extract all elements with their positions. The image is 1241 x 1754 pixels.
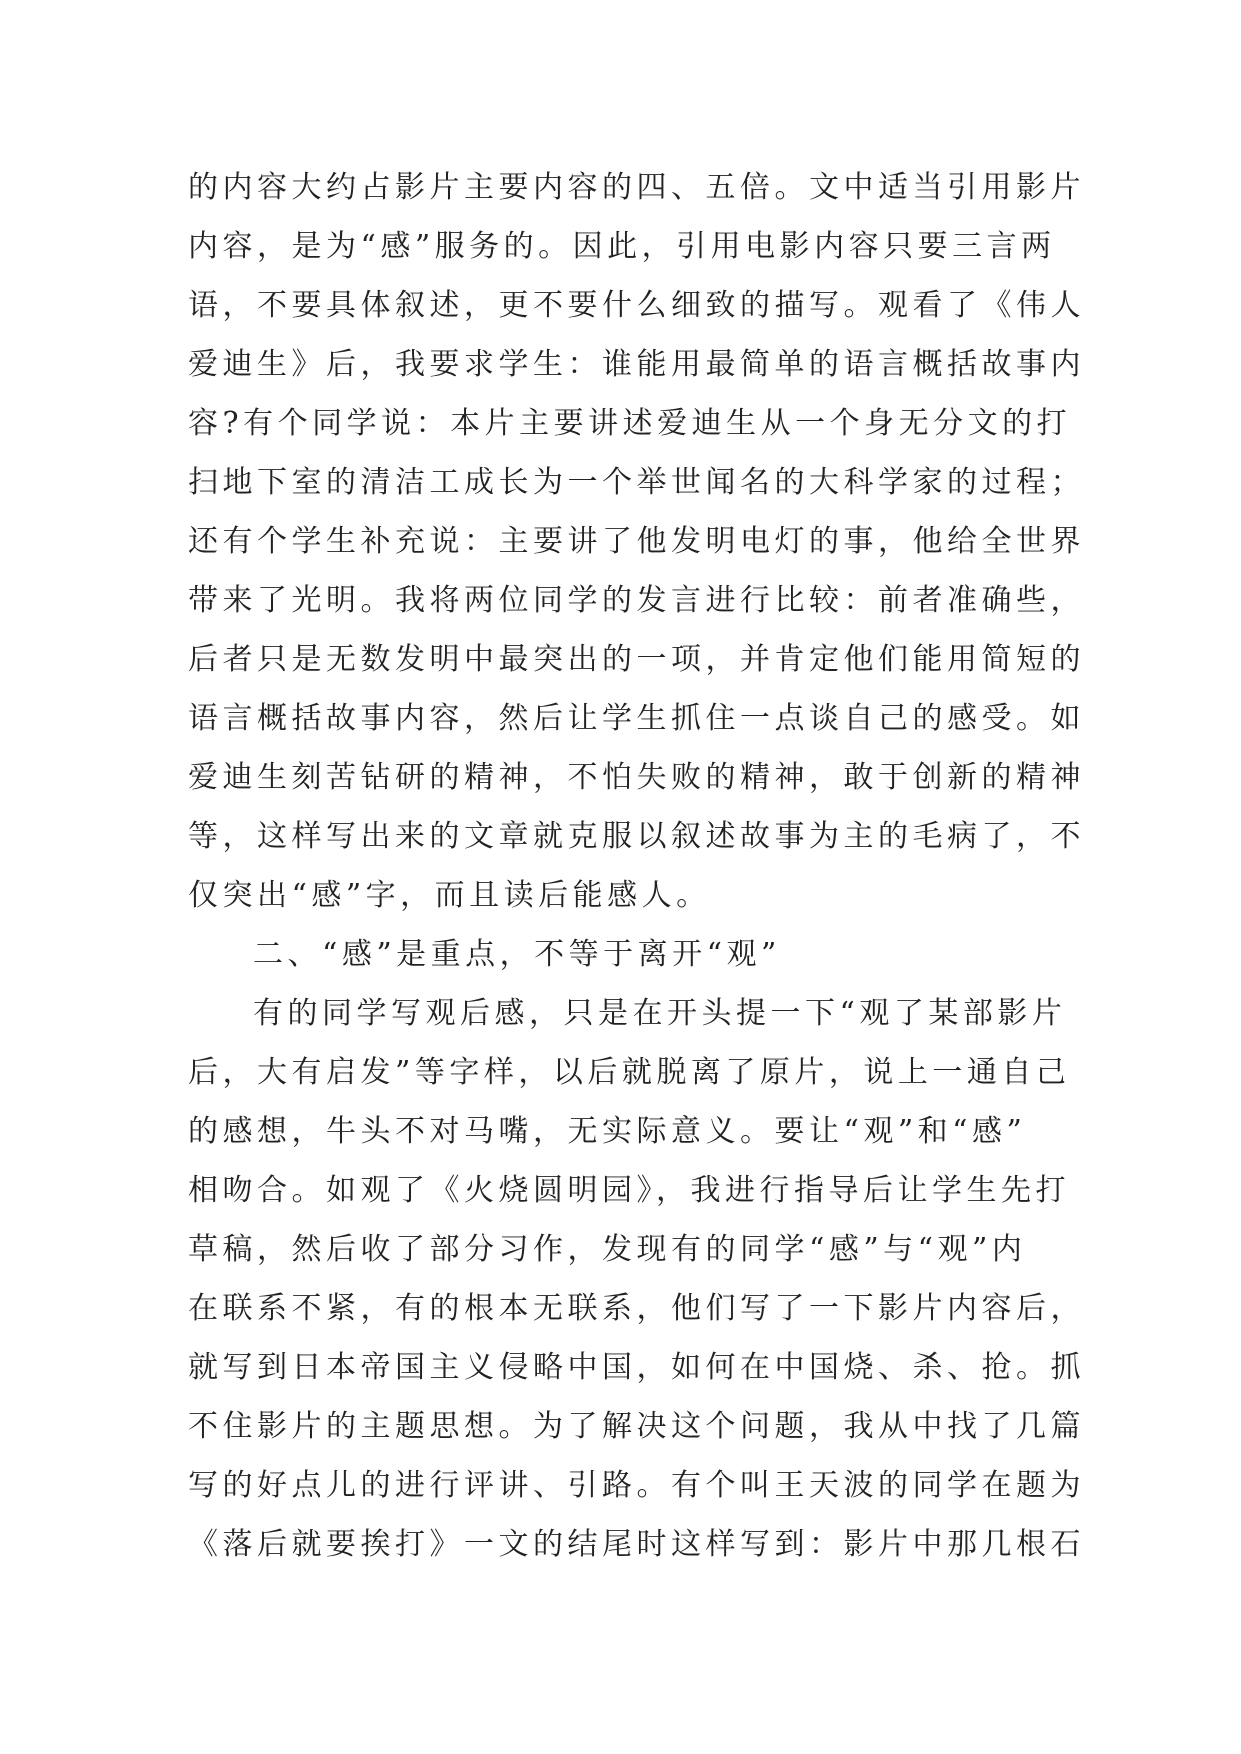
- text-line: 《落后就要挨打》一文的结尾时这样写到：影片中那几根石: [188, 1527, 1085, 1562]
- text-line: 就写到日本帝国主义侵略中国，如何在中国烧、杀、抢。抓: [188, 1350, 1085, 1385]
- text-line: 带来了光明。我将两位同学的发言进行比较：前者准确些，: [188, 583, 1085, 618]
- text-line: 爱迪生》后，我要求学生：谁能用最简单的语言概括故事内: [188, 347, 1085, 382]
- text-line: 不住影片的主题思想。为了解决这个问题，我从中找了几篇: [188, 1409, 1085, 1444]
- text-line: 仅突出“感”字，而且读后能感人。: [188, 878, 711, 913]
- text-line: 语，不要具体叙述，更不要什么细致的描写。观看了《伟人: [188, 288, 1085, 323]
- text-line: 相吻合。如观了《火烧圆明园》，我进行指导后让学生先打: [188, 1173, 1070, 1208]
- body-text: [188, 158, 1085, 1574]
- text-line: 内容，是为“感”服务的。因此，引用电影内容只要三言两: [188, 229, 1056, 264]
- text-line: 草稿，然后收了部分习作，发现有的同学“感”与“观”内: [188, 1232, 1027, 1267]
- text-line: 后，大有启发”等字样，以后就脱离了原片，说上一通自己: [188, 1055, 1071, 1090]
- text-line: 爱迪生刻苦钻研的精神，不怕失败的精神，敢于创新的精神: [188, 760, 1085, 795]
- text-line: 语言概括故事内容，然后让学生抓住一点谈自己的感受。如: [188, 701, 1085, 736]
- text-line: 二、“感”是重点，不等于离开“观”: [253, 937, 781, 972]
- text-line: 容?有个同学说：本片主要讲述爱迪生从一个身无分文的打: [188, 406, 1072, 441]
- text-line: 写的好点儿的进行评讲、引路。有个叫王天波的同学在题为: [188, 1468, 1085, 1503]
- text-line: 还有个学生补充说：主要讲了他发明电灯的事，他给全世界: [188, 524, 1085, 559]
- text-line: 后者只是无数发明中最突出的一项，并肯定他们能用简短的: [188, 642, 1085, 677]
- text-line: 等，这样写出来的文章就克服以叙述故事为主的毛病了，不: [188, 819, 1085, 854]
- text-line: 的感想，牛头不对马嘴，无实际意义。要让“观”和“感”: [188, 1114, 1027, 1149]
- text-line: 在联系不紧，有的根本无联系，他们写了一下影片内容后，: [188, 1291, 1085, 1326]
- text-line: 有的同学写观后感，只是在开头提一下“观了某部影片: [253, 996, 1067, 1031]
- text-line: 的内容大约占影片主要内容的四、五倍。文中适当引用影片: [188, 170, 1085, 205]
- text-line: 扫地下室的清洁工成长为一个举世闻名的大科学家的过程；: [188, 465, 1085, 500]
